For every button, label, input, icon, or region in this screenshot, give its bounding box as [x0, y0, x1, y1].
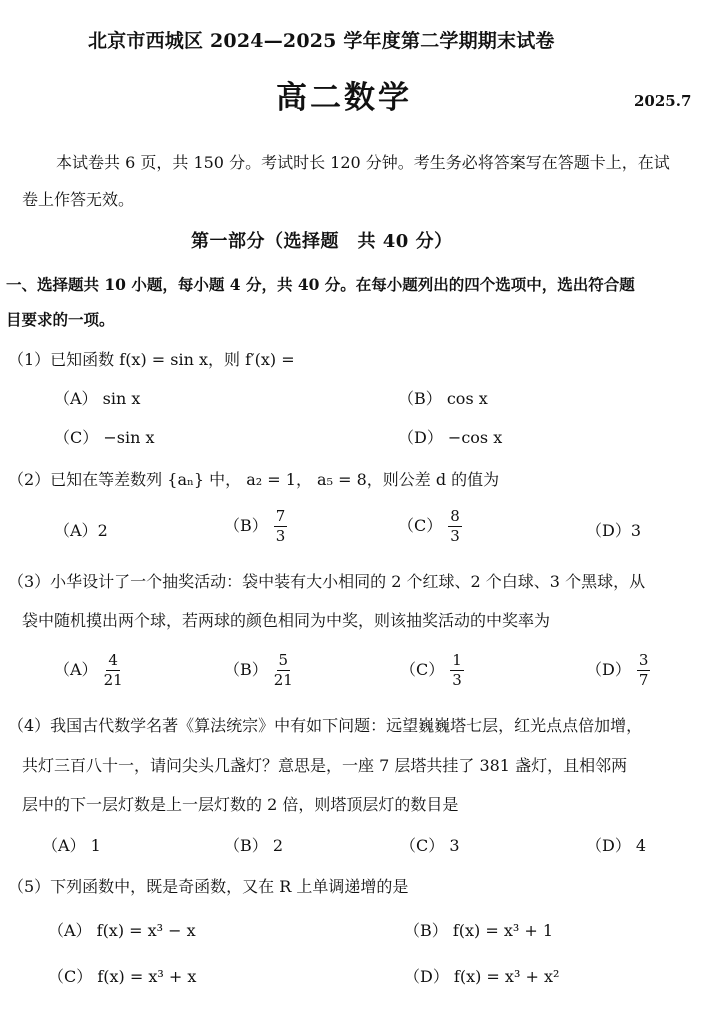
- q3-option-c-fraction: [450, 652, 464, 689]
- q2-option-b-fraction: [274, 508, 288, 545]
- exam-date: 2025.7: [634, 92, 692, 110]
- q1-option-a: （A） sin x: [54, 389, 141, 408]
- section-intro-line-2: 目要求的一项。: [6, 310, 115, 329]
- q4-option-a: （A） 1: [42, 836, 101, 855]
- fraction-numerator: 4: [108, 651, 118, 669]
- q3-stem-line-1: （3）小华设计了一个抽奖活动：袋中装有大小相同的 2 个红球、2 个白球、3 个黑球，从: [8, 572, 646, 591]
- q4-option-b: （B） 2: [224, 836, 284, 855]
- q4-stem-line-1: （4）我国古代数学名著《算法统宗》中有如下问题：远望巍巍塔七层，红光点点倍加增，: [8, 716, 643, 735]
- q2-option-a: [54, 521, 108, 541]
- q4-stem-line-2: 共灯三百八十一，请问尖头几盏灯？意思是，一座 7 层塔共挂了 381 盏灯，且相邻两: [22, 756, 628, 775]
- fraction-numerator: 3: [638, 651, 649, 669]
- q1-option-b: （B） cos x: [398, 389, 488, 408]
- q4-stem-line-3: 层中的下一层灯数是上一层灯数的 2 倍，则塔顶层灯的数目是: [22, 795, 459, 814]
- q1-option-d: （D） −cos x: [398, 428, 503, 447]
- fraction-denominator: 7: [638, 671, 649, 689]
- q3-option-b: [224, 652, 293, 689]
- fraction-denominator: 3: [275, 527, 286, 545]
- q2-option-d-label: （D）: [586, 521, 631, 540]
- q5-option-c: （C） f(x) = x³ + x: [48, 967, 197, 986]
- q2-option-c: [398, 508, 462, 545]
- q5-option-d: （D） f(x) = x³ + x²: [404, 967, 560, 986]
- q5-option-b: （B） f(x) = x³ + 1: [404, 921, 554, 940]
- fraction-numerator: 1: [452, 651, 462, 669]
- q3-option-b-label: （B）: [224, 660, 268, 679]
- q4-option-d: （D） 4: [586, 836, 647, 855]
- q2-stem: （2）已知在等差数列 {aₙ} 中， a₂ = 1， a₅ = 8，则公差 d 的值为: [8, 470, 500, 489]
- q2-option-a-value: 2: [97, 521, 108, 540]
- q3-option-c-label: （C）: [400, 660, 445, 679]
- q3-stem-line-2: 袋中随机摸出两个球，若两球的颜色相同为中奖，则该抽奖活动的中奖率为: [22, 611, 551, 630]
- q3-option-a: [54, 652, 123, 689]
- q3-option-c: [400, 652, 464, 689]
- fraction-denominator: 21: [103, 671, 123, 689]
- fraction-numerator: 5: [278, 651, 289, 669]
- q5-stem: （5）下列函数中，既是奇函数，又在 R 上单调递增的是: [8, 877, 409, 896]
- q3-option-a-fraction: [104, 652, 123, 689]
- q1-option-c: （C） −sin x: [54, 428, 155, 447]
- instructions-line-2: 卷上作答无效。: [22, 190, 135, 209]
- q3-option-a-label: （A）: [54, 660, 98, 679]
- q3-option-d: [586, 652, 650, 689]
- instructions-line-1: 本试卷共 6 页，共 150 分。考试时长 120 分钟。考生务必将答案写在答题卡上，在试: [56, 153, 670, 172]
- fraction-denominator: 21: [273, 671, 293, 689]
- fraction-numerator: 7: [275, 507, 286, 525]
- q2-option-c-label: （C）: [398, 516, 443, 535]
- q4-option-c: （C） 3: [400, 836, 460, 855]
- q2-option-b-label: （B）: [224, 516, 268, 535]
- q2-option-d-value: 3: [630, 521, 642, 540]
- fraction-denominator: 3: [450, 527, 460, 545]
- q2-option-c-fraction: [448, 508, 462, 545]
- q2-option-b: [224, 508, 287, 545]
- q5-option-a: （A） f(x) = x³ − x: [48, 921, 196, 940]
- part1-title: 第一部分（选择题 共 40 分）: [191, 231, 453, 252]
- q3-option-b-fraction: [274, 652, 293, 689]
- section-intro-line-1: 一、选择题共 10 小题，每小题 4 分，共 40 分。在每小题列出的四个选项中，选出符合题: [6, 275, 635, 294]
- q1-stem: （1）已知函数 f(x) = sin x，则 f′(x) =: [8, 350, 295, 369]
- fraction-denominator: 3: [452, 671, 462, 689]
- q3-option-d-fraction: [637, 652, 651, 689]
- fraction-numerator: 8: [450, 507, 460, 525]
- exam-title: 北京市西城区 2024—2025 学年度第二学期期末试卷: [88, 30, 555, 52]
- q3-option-d-label: （D）: [586, 660, 631, 679]
- q2-option-d: [586, 521, 641, 541]
- subject-title: 高二数学: [276, 80, 412, 116]
- q2-option-a-label: （A）: [54, 521, 98, 540]
